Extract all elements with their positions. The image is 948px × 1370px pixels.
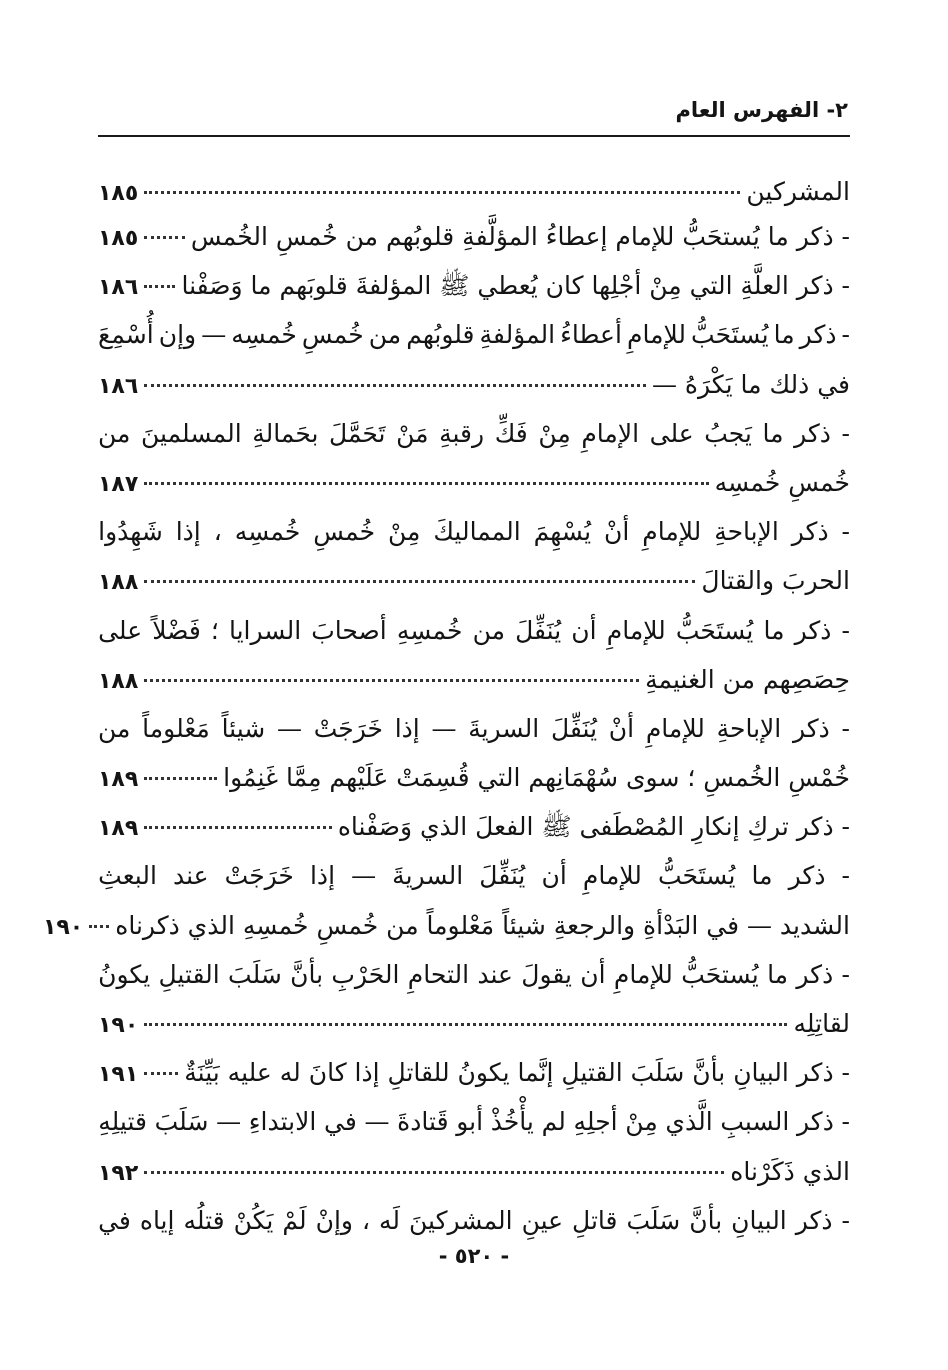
- entry-page-number: ١٨٥: [98, 181, 139, 206]
- entry-word: أجلِهِ: [573, 1107, 618, 1137]
- entry-word: ذكر: [794, 615, 832, 645]
- entry-word: أُسْمِعَ: [98, 320, 154, 350]
- entry-word: -: [841, 517, 850, 547]
- entry-word: ؛: [210, 615, 219, 645]
- entry-page-number: ١٨٩: [98, 767, 139, 793]
- entry-word: رقبةِ: [439, 418, 485, 448]
- entry-word: قتيلِهِ: [98, 1107, 147, 1137]
- entry-text: [98, 310, 850, 359]
- entry-text: - ذكر البيانِ بأنَّ سَلَبَ القتيلِ إنَّما يكونُ للقاتلِ إذا كانَ له عليه بَيِّنَةٌ: [184, 1058, 850, 1088]
- entry-word: البيانِ: [731, 1205, 787, 1235]
- entry-word: أبو: [456, 1107, 484, 1137]
- entry-text: - ذكر ما يُستحَبُّ للإمام إعطاءُ المؤلَّفةِ قلوبُهم من خُمسِ الخُمس: [190, 222, 850, 251]
- entry-word: يَكُنْ: [233, 1205, 274, 1235]
- entry-word: أن: [571, 615, 597, 645]
- entry-word: يُنَفِّلَ: [479, 861, 526, 891]
- entry-word: يُستَحَبُّ: [657, 861, 736, 891]
- running-header-title: ٢- الفهرس العام: [675, 98, 848, 122]
- entry-text: [98, 507, 850, 556]
- entry-word: أن: [541, 861, 567, 891]
- entry-text: [98, 851, 850, 900]
- entry-word: للإمامِ: [626, 320, 686, 350]
- entry-word: -: [841, 615, 850, 645]
- index-entry-line: [98, 802, 850, 851]
- entry-word: يقولَ: [521, 959, 572, 989]
- page-number: - ٥٢٠ -: [438, 1244, 510, 1268]
- index-entry-line: [98, 606, 850, 655]
- entry-word: -: [841, 713, 850, 743]
- entry-word: عينِ: [521, 1205, 564, 1235]
- entry-word: خُمسِ: [313, 517, 376, 547]
- entry-word: لَه: [379, 1205, 401, 1235]
- entry-page-number: ١٩١: [98, 1062, 139, 1088]
- entry-word: خَرَجَتْ: [313, 713, 383, 743]
- entry-text: حِصَصِهم من الغنيمةِ: [645, 664, 850, 694]
- entry-page-number: ١٨٨: [98, 668, 139, 694]
- entry-word: أنْ: [608, 713, 635, 743]
- entry-word: ذكر: [791, 517, 829, 547]
- entry-word: —: [276, 713, 302, 743]
- entry-word: التحامِ: [407, 959, 470, 989]
- entry-word: -: [841, 418, 850, 448]
- entry-word: -: [841, 320, 850, 350]
- entry-word: ما: [773, 320, 795, 350]
- entry-word: الحَرْبِ: [331, 959, 400, 989]
- entry-word: يُسْهِمَ: [533, 517, 592, 547]
- dot-leader: [144, 1072, 178, 1075]
- entry-word: من: [472, 615, 505, 645]
- index-entry-line: [98, 950, 850, 999]
- entry-word: للإمامِ: [642, 517, 702, 547]
- entry-word: المشركينَ: [409, 1205, 513, 1235]
- entry-word: السريةَ: [392, 861, 464, 891]
- entry-word: إذا: [175, 517, 201, 547]
- entry-word: تَحَمَّلَ: [329, 418, 386, 448]
- dot-leader: [144, 777, 217, 780]
- entry-word: ذكر: [796, 959, 834, 989]
- entry-word: —: [216, 1107, 242, 1137]
- entry-word: خُمسِ: [301, 320, 364, 350]
- dot-leader: [89, 925, 109, 928]
- entry-word: فَضْلاً: [152, 615, 201, 645]
- entry-page-number: ١٩٠: [98, 1013, 139, 1038]
- dot-leader: [144, 285, 175, 288]
- entry-text: الحربَ والقتالَ: [701, 566, 850, 596]
- entry-word: الإمامِ: [581, 418, 640, 448]
- entry-page-number: ١٨٦: [98, 275, 139, 301]
- index-entry-line: [98, 704, 850, 753]
- entry-word: ذكر: [794, 418, 831, 448]
- index-entry-line: [98, 261, 850, 310]
- entry-word: ما: [751, 861, 773, 891]
- index-entry-line: [98, 1048, 850, 1097]
- entry-word: ذكر: [792, 713, 830, 743]
- entry-word: يكونُ: [98, 959, 151, 989]
- index-entry-line: [98, 851, 850, 900]
- entry-word: للإمامِ: [606, 615, 666, 645]
- entry-word: الَّذي: [665, 1107, 713, 1137]
- entry-word: -: [841, 1107, 850, 1137]
- entry-word: عند: [477, 959, 513, 989]
- entry-word: خُمسِهِ: [396, 615, 463, 645]
- entry-word: خُمسِه: [234, 517, 301, 547]
- entry-page-number: ١٨٨: [98, 570, 139, 596]
- entry-word: أنْ: [603, 517, 630, 547]
- index-entry-line: [98, 310, 850, 359]
- entry-word: المماليكَ: [433, 517, 521, 547]
- entry-text: في ذلك ما يَكْرَهُ —: [651, 369, 850, 399]
- entry-word: -: [841, 861, 850, 891]
- dot-leader: [144, 826, 332, 829]
- entry-page-number: ١٨٧: [98, 471, 139, 497]
- index-entry-line: [98, 409, 850, 458]
- index-entry-line: [98, 655, 850, 704]
- entry-word: —: [351, 861, 377, 891]
- entry-word: السريةَ: [468, 713, 540, 743]
- dot-leader: [144, 679, 639, 682]
- entry-word: ،: [213, 517, 222, 547]
- header-rule: [98, 135, 850, 137]
- entry-word: مِنْ: [538, 418, 571, 448]
- entry-word: بأنَّ: [290, 959, 324, 989]
- index-entry-line: [98, 556, 850, 605]
- index-entry-line: [98, 360, 850, 409]
- entry-text: - ذكر العلَّةِ التي مِنْ أجْلِها كان يُعطي ﷺ المؤلفةَ قلوبَهم ما وَصَفْنا: [181, 271, 850, 301]
- entry-word: أعطاءُ: [560, 320, 622, 350]
- entry-word: يُستَحَبُّ: [675, 615, 754, 645]
- entry-page-number: ١٨٥: [98, 226, 139, 251]
- entry-word: لَمْ: [282, 1205, 307, 1235]
- entry-word: على: [649, 418, 694, 448]
- entry-word: ذكر: [797, 1107, 834, 1137]
- entry-text: الذي ذَكَرْناه: [730, 1156, 850, 1186]
- entry-word: الابتداءِ: [248, 1107, 317, 1137]
- entry-word: أصحابَ: [311, 615, 387, 645]
- entry-word: يأْخُذْ: [490, 1107, 534, 1137]
- entry-word: خُمسِه: [231, 320, 297, 350]
- entry-page-number: ١٩٠: [42, 914, 84, 940]
- index-entry-line: [98, 507, 850, 556]
- index-entry-line: [98, 1147, 850, 1196]
- index-entry-line: [42, 901, 850, 950]
- entry-word: يُستَحَبُّ: [691, 320, 769, 350]
- entry-word: عند: [172, 861, 209, 891]
- entry-word: يُنَفِّلَ: [515, 615, 562, 645]
- entry-text: [98, 1097, 850, 1146]
- entry-word: مِنْ: [625, 1107, 658, 1137]
- entry-word: -: [841, 959, 850, 989]
- entry-word: يُستحَبُّ: [681, 959, 759, 989]
- dot-leader: [144, 482, 708, 485]
- index-entry-line: [98, 458, 850, 507]
- entry-word: يَجبُ: [704, 418, 752, 448]
- entry-text: - ذكر تركِ إنكارِ المُصْطَفى ﷺ الفعلَ الذي وَصَفْناه: [337, 812, 850, 842]
- entry-text: [98, 1196, 850, 1245]
- dot-leader: [144, 580, 695, 583]
- entry-text: [98, 606, 850, 655]
- entry-word: شيئاً: [221, 713, 266, 743]
- entry-word: من: [98, 713, 131, 743]
- entry-word: المسلمينَ: [141, 418, 242, 448]
- entry-word: سَلَبَ: [154, 1107, 209, 1137]
- entry-word: المؤلفةِ: [479, 320, 556, 350]
- entry-word: ،: [361, 1205, 371, 1235]
- entry-word: على: [98, 615, 143, 645]
- entry-word: إياه: [139, 1205, 175, 1235]
- entry-word: ما: [763, 615, 785, 645]
- entry-word: وإنْ: [315, 1205, 353, 1235]
- entry-word: البعثِ: [98, 861, 157, 891]
- entry-word: —: [431, 713, 457, 743]
- entry-word: في: [324, 1107, 357, 1137]
- entry-word: ما: [762, 418, 784, 448]
- entry-text: خُمسِ خُمسِه: [714, 467, 850, 497]
- entry-word: سَلَبَ: [228, 959, 282, 989]
- entry-text: خُمْسِ الخُمسِ ؛ سوى سُهْمَانِهم التي قُسِمَتْ عَلَيْهم مِمَّا غَنِمُوا: [223, 763, 850, 793]
- index-list: [42, 152, 850, 1245]
- index-entry-line: [98, 1097, 850, 1146]
- entry-word: القتيلِ: [158, 959, 220, 989]
- entry-word: في: [98, 1205, 131, 1235]
- entry-word: من: [368, 320, 402, 350]
- entry-word: —: [364, 1107, 390, 1137]
- dot-leader: [144, 384, 646, 387]
- entry-word: السببِ: [720, 1107, 790, 1137]
- dot-leader: [144, 1171, 724, 1174]
- entry-word: مَعْلوماً: [142, 713, 210, 743]
- entry-word: قلوبُهم: [406, 320, 475, 350]
- entry-word: لم: [541, 1107, 566, 1137]
- entry-word: للإمامِ: [582, 861, 642, 891]
- entry-word: —: [201, 320, 227, 350]
- entry-text: المشركين: [746, 177, 850, 206]
- index-entry-line: [98, 212, 850, 261]
- dot-leader: [144, 236, 185, 239]
- index-entry-line: [98, 1196, 850, 1245]
- entry-word: ذكر: [795, 1205, 833, 1235]
- entry-word: سَلَبَ: [626, 1205, 681, 1235]
- entry-page-number: ١٩٢: [98, 1160, 139, 1186]
- entry-word: السرايا: [228, 615, 302, 645]
- entry-page-number: ١٨٦: [98, 373, 139, 399]
- entry-text: [98, 950, 850, 999]
- entry-text: [98, 409, 850, 458]
- dot-leader: [144, 191, 740, 194]
- entry-word: خَرَجَتْ: [224, 861, 294, 891]
- entry-word: من: [98, 418, 131, 448]
- entry-word: الإباحةِ: [716, 713, 782, 743]
- entry-word: إذا: [309, 861, 336, 891]
- entry-word: للإمامِ: [645, 713, 705, 743]
- entry-word: قَتادةَ: [397, 1107, 449, 1137]
- entry-word: وإن: [158, 320, 197, 350]
- entry-word: ذكر: [788, 861, 826, 891]
- entry-word: قاتلِ: [572, 1205, 618, 1235]
- entry-word: ما: [767, 959, 789, 989]
- entry-word: بحَمالةِ: [252, 418, 319, 448]
- entry-word: ذكر: [799, 320, 837, 350]
- index-entry-line: [98, 753, 850, 802]
- entry-text: الشديد — في البَدْأةِ والرجعةِ شيئاً مَعْلوماً من خُمسِ خُمسِهِ الذي ذكرناه: [115, 910, 850, 940]
- entry-word: فَكِّ: [494, 418, 528, 448]
- entry-word: مِنْ: [387, 517, 421, 547]
- entry-text: لقاتِلِه: [793, 1009, 850, 1038]
- index-entry-line: [98, 152, 850, 212]
- entry-word: للإمامِ: [613, 959, 673, 989]
- entry-word: بأنَّ: [689, 1205, 723, 1235]
- dot-leader: [144, 1023, 787, 1026]
- entry-word: إذا: [394, 713, 420, 743]
- entry-word: شَهِدُوا: [98, 517, 163, 547]
- entry-word: أن: [580, 959, 606, 989]
- entry-word: مَنْ: [396, 418, 429, 448]
- entry-word: قتلُه: [183, 1205, 225, 1235]
- index-entry-line: [98, 999, 850, 1048]
- entry-word: -: [841, 1205, 850, 1235]
- entry-word: يُنَفِّلَ: [550, 713, 598, 743]
- entry-page-number: ١٨٩: [98, 816, 139, 842]
- entry-word: الإباحةِ: [714, 517, 779, 547]
- entry-text: [98, 704, 850, 753]
